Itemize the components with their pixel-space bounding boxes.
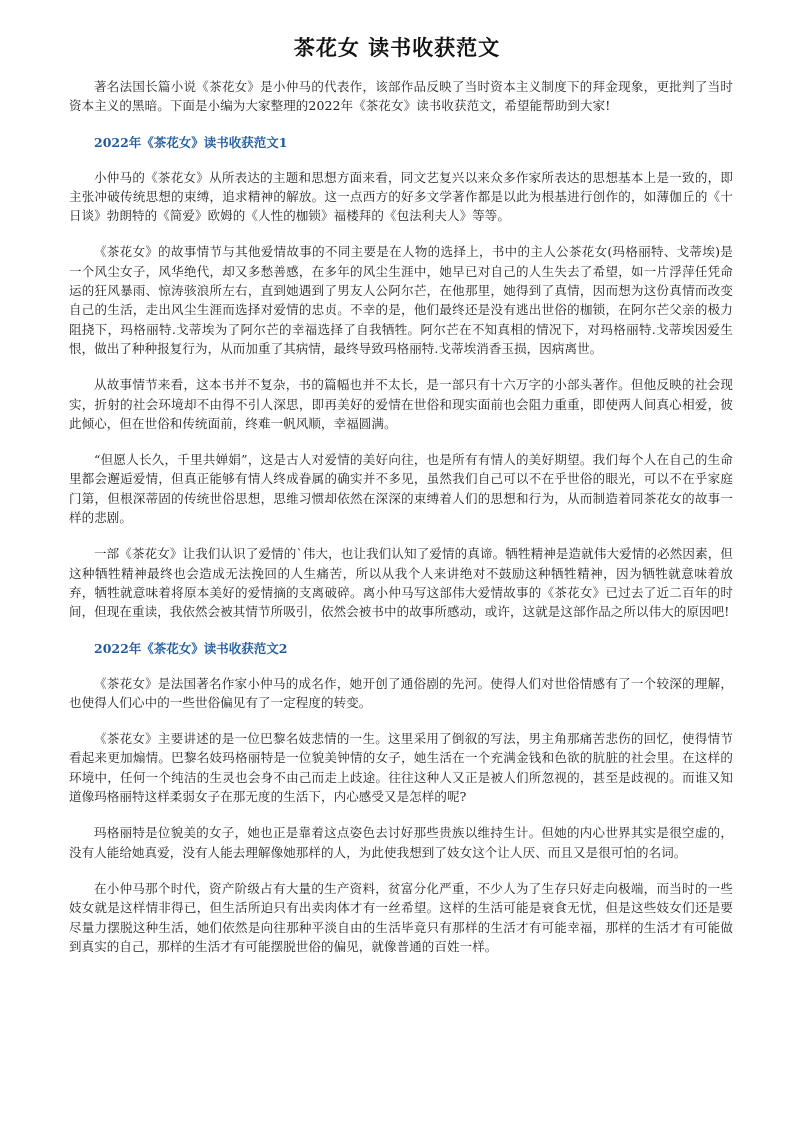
section-heading: 2022年《茶花女》读书收获范文2 bbox=[94, 640, 288, 656]
section-1-paragraph: 小仲马的《茶花女》从所表达的主题和思想方面来看，同文艺复兴以来众多作家所表达的思想基本上是一致的，即主张冲破传统思想的束缚，追求精神的解放。这一点西方的好多文学著作都是以此为根基进行创作的，如薄伽丘的《十日谈》勃朗特的《简爱》欧姆的《人性的枷锁》福楼拜的《包法利夫人》等等。 bbox=[69, 169, 733, 224]
section-2-paragraph: 玛格丽特是位貌美的女子，她也正是靠着这点姿色去讨好那些贵族以维持生计。但她的内心世界其实是很空虚的，没有人能给她真爱，没有人能去理解像她那样的人，为此使我想到了妓女这个让人厌、而且又是很可怕的名词。 bbox=[69, 825, 733, 860]
intro-paragraph: 著名法国长篇小说《茶花女》是小仲马的代表作，该部作品反映了当时资本主义制度下的拜金现象，更批判了当时资本主义的黑暗。下面是小编为大家整理的2022年《茶花女》读书收获范文，希望能帮助到大家! bbox=[69, 79, 733, 114]
section-1-paragraph: 从故事情节来看，这本书并不复杂，书的篇幅也并不太长，是一部只有十六万字的小部头著作。但他反映的社会现实，折射的社会环境却不由得不引人深思，即再美好的爱情在世俗和现实面前也会阻力重重，即使两人间真心相爱，彼此倾心，但在世俗和传统面前，终难一帆风顺，幸福圆满。 bbox=[69, 377, 733, 431]
section-1-paragraph: “但愿人长久，千里共婵娟”，这是古人对爱情的美好向往，也是所有有情人的美好期望。我们每个人在自己的生命里都会邂逅爱情，但真正能够有情人终成眷属的确实并不多见，虽然我们自己可以不在乎世俗的眼光，可以不在乎家庭门第，但根深蒂固的传统世俗思想，思维习惯却依然在深深的束缚着人们的思想和行为，从而制造着同茶花女的故事一样的悲剧。 bbox=[69, 452, 733, 526]
section-1-paragraph: 一部《茶花女》让我们认识了爱情的`伟大，也让我们认知了爱情的真谛。牺牲精神是造就伟大爱情的必然因素，但这种牺牲精神最终也会造成无法挽回的人生痛苦，所以从我个人来讲绝对不鼓励这种牺牲精神，因为牺牲就意味着放弃，牺牲就意味着将原本美好的爱情摘的支离破碎。离小仲马写这部伟大爱情故事的《茶花女》已过去了近二百年的时间，但现在重读，我依然会被其情节所吸引，依然会被书中的故事所感动，或许，这就是这部作品之所以伟大的原因吧! bbox=[69, 546, 733, 620]
section-1-paragraph: 《茶花女》的故事情节与其他爱情故事的不同主要是在人物的选择上，书中的主人公茶花女(玛格丽特、戈蒂埃)是一个风尘女子，风华绝代，却又多愁善感，在多年的风尘生涯中，她早已对自己的人生失去了希望，如一片浮萍任凭命运的狂风暴雨、惊涛骇浪所左右，直到她遇到了男友人公阿尔芒，在他那里，她得到了真情，因而想为这份真情而改变自己的生活，走出风尘生涯而选择对爱情的忠贞。不幸的是，他们最终还是没有逃出世俗的枷锁，在阿尔芒父亲的极力阻挠下，玛格丽特.戈蒂埃为了阿尔芒的幸福选择了自我牺牲。阿尔芒在不知真相的情况下，对玛格丽特.戈蒂埃因爱生恨，做出了种种报复行为，从而加重了其病情，最终导致玛格丽特.戈蒂埃消香玉损，因病离世。 bbox=[69, 244, 733, 356]
section-heading: 2022年《茶花女》读书收获范文1 bbox=[94, 134, 288, 150]
section-2-paragraph: 在小仲马那个时代，资产阶级占有大量的生产资料，贫富分化严重，不少人为了生存只好走向极端，而当时的一些妓女就是这样情非得已，但生活所迫只有出卖肉体才有一丝希望。这样的生活可能是衰食无忧，但是这些妓女们还是要尽量力摆脱这种生活，她们依然是向往那种平淡自由的生活毕竟只有那样的生活才有可能幸福，那样的生活才有可能做到真实的自己，那样的生活才有可能摆脱世俗的偏见，就像普通的百姓一样。 bbox=[69, 880, 733, 954]
page-title: 茶花女 读书收获范文 bbox=[293, 36, 501, 60]
document-body bbox=[69, 77, 733, 973]
section-2-paragraph: 《茶花女》是法国著名作家小仲马的成名作，她开创了通俗剧的先河。使得人们对世俗情感有了一个较深的理解，也使得人们心中的一些世俗偏见有了一定程度的转变。 bbox=[69, 675, 733, 710]
section-2-paragraph: 《茶花女》主要讲述的是一位巴黎名妓悲情的一生。这里采用了倒叙的写法，男主角那痛苦悲伤的回忆，使得情节看起来更加煽情。巴黎名妓玛格丽特是一位貌美钟情的女子，她生活在一个充满金钱和色欲的肮脏的社会里。在这样的环境中，任何一个纯洁的生灵也会身不由己而走上歧途。往往这种人又正是被人们所忽视的，甚至是歧视的。而谁又知道像玛格丽特这样柔弱女子在那无度的生活下，内心感受又是怎样的呢? bbox=[69, 731, 733, 805]
